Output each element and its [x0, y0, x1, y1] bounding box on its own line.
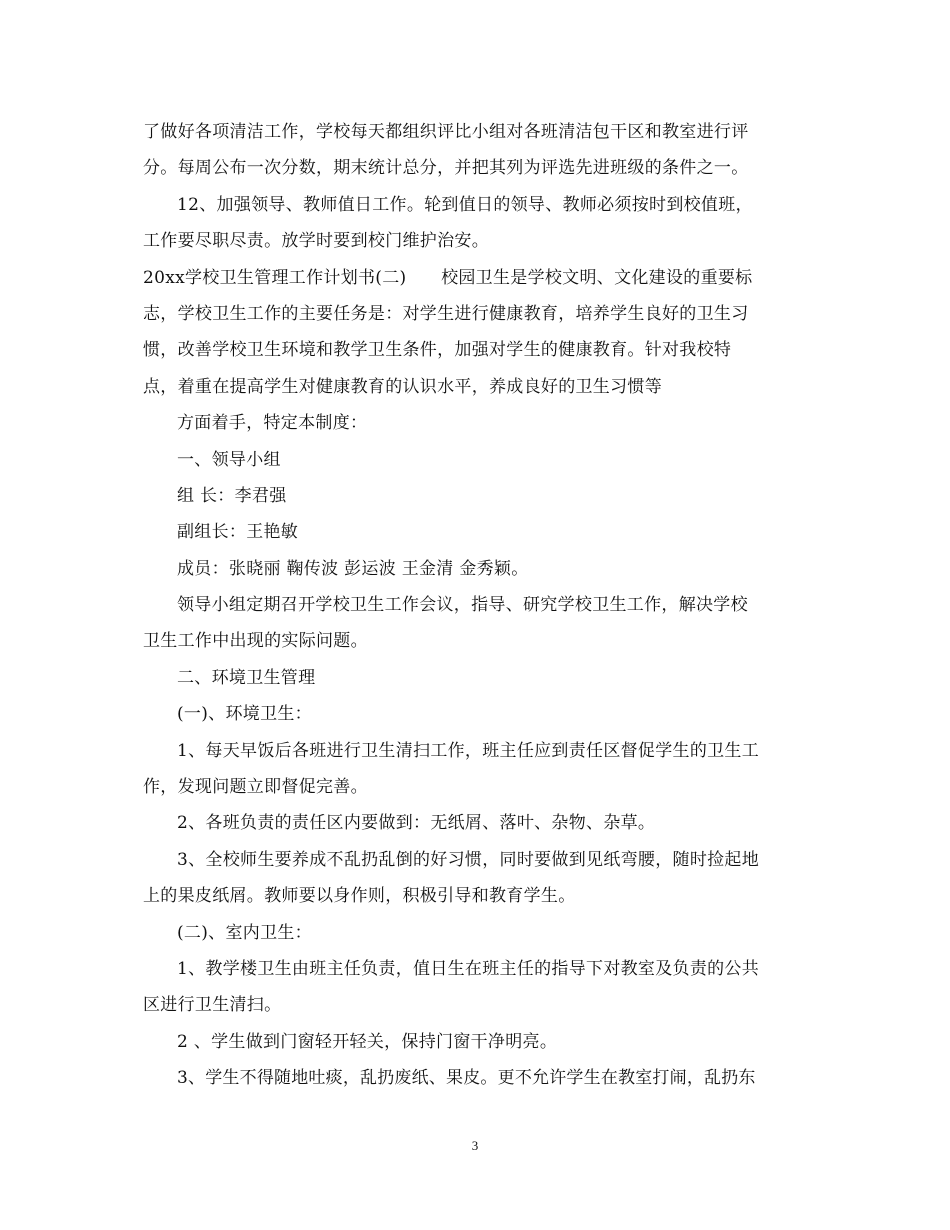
- text-line: 1、教学楼卫生由班主任负责，值日生在班主任的指导下对教室及负责的公共: [177, 958, 760, 979]
- page-number: 3: [471, 1138, 479, 1153]
- text-line: 了做好各项清洁工作，学校每天都组织评比小组对各班清洁包干区和教室进行评: [143, 122, 749, 142]
- text-line: 区进行卫生清扫。: [143, 995, 282, 1016]
- text-line: 惯，改善学校卫生环境和教学卫生条件，加强对学生的健康教育。针对我校特: [143, 340, 732, 361]
- text-line: 领导小组定期召开学校卫生工作会议，指导、研究学校卫生工作，解决学校: [177, 595, 748, 616]
- text-line: 志，学校卫生工作的主要任务是：对学生进行健康教育，培养学生良好的卫生习: [143, 303, 749, 324]
- section-heading-line: 20xx学校卫生管理工作计划书(二) 校园卫生是学校文明、文化建设的重要标: [143, 267, 753, 288]
- text-line: 分。每周公布一次分数，期末统计总分，并把其列为评选先进班级的条件之一。: [143, 158, 749, 179]
- text-line: 副组长：王艳敏: [177, 522, 299, 543]
- text-line: 成员：张晓丽 鞠传波 彭运波 王金清 金秀颖。: [177, 558, 529, 579]
- text-line: 3、全校师生要养成不乱扔乱倒的好习惯，同时要做到见纸弯腰，随时捡起地: [177, 849, 760, 870]
- text-line: 方面着手，特定本制度：: [177, 413, 368, 434]
- heading-leadership-group: 一、领导小组: [177, 449, 281, 470]
- text-line: 上的果皮纸屑。教师要以身作则，积极引导和教育学生。: [143, 886, 576, 907]
- text-line: 组 长：李君强: [177, 485, 287, 506]
- text-line: 3、学生不得随地吐痰，乱扔废纸、果皮。更不允许学生在教室打闹，乱扔东: [177, 1068, 756, 1089]
- subheading-indoor-hygiene: (二)、室内卫生：: [177, 922, 312, 943]
- text-line: 2、各班负责的责任区内要做到：无纸屑、落叶、杂物、杂草。: [177, 813, 656, 834]
- heading-environment-management: 二、环境卫生管理: [177, 667, 316, 688]
- text-line: 2 、学生做到门窗轻开轻关，保持门窗干净明亮。: [177, 1031, 558, 1052]
- text-line: 作，发现问题立即督促完善。: [143, 777, 368, 798]
- document-body: [143, 114, 813, 1097]
- subheading-environment-hygiene: (一)、环境卫生：: [177, 704, 312, 725]
- text-line: 12、加强领导、教师值日工作。轮到值日的领导、教师必须按时到校值班，: [177, 194, 753, 215]
- text-line: 卫生工作中出现的实际问题。: [143, 631, 368, 652]
- text-line: 1、每天早饭后各班进行卫生清扫工作，班主任应到责任区督促学生的卫生工: [177, 740, 760, 761]
- text-line: 工作要尽职尽责。放学时要到校门维护治安。: [143, 231, 489, 252]
- text-line: 点，着重在提高学生对健康教育的认识水平，养成良好的卫生习惯等: [143, 376, 662, 397]
